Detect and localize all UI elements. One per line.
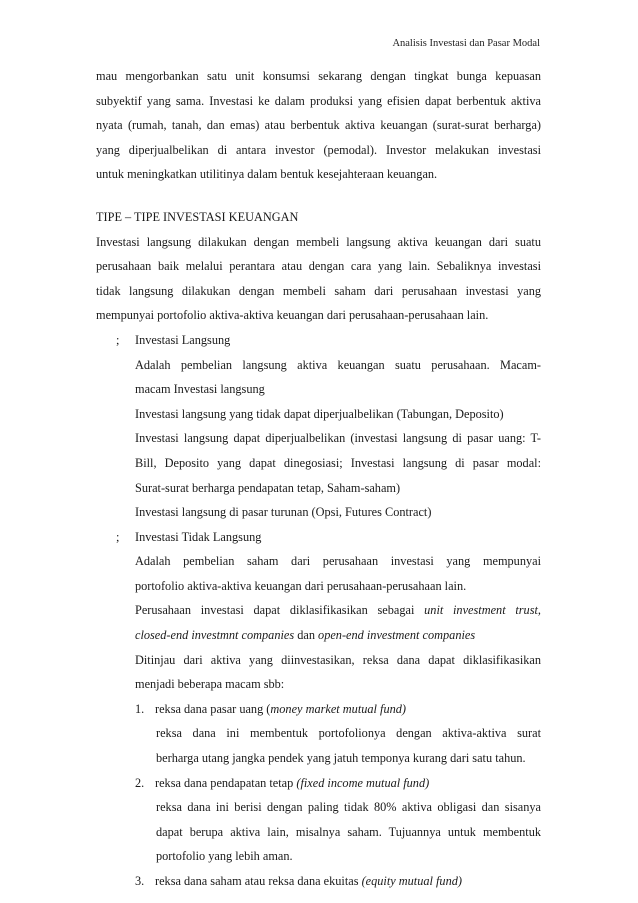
page-content — [96, 64, 541, 894]
list-item-desc: reksa dana ini membentuk portofolionya dengan aktiva-aktiva surat — [156, 726, 541, 741]
bullet-line: Investasi langsung di pasar turunan (Opsi, Futures Contract) — [135, 505, 432, 520]
text-segment: dan — [294, 628, 319, 643]
bullet-line — [96, 623, 541, 648]
emphasis-text: (fixed income mutual fund) — [296, 775, 430, 790]
emphasis-text: open-end investment companies — [318, 628, 476, 643]
list-item-desc: dapat berupa aktiva lain, misalnya saham. Tujuannya untuk membentuk — [156, 824, 541, 839]
intro-paragraph — [96, 64, 541, 187]
bullet-line: Bill, Deposito yang dapat dinegosiasi; Investasi langsung di pasar modal: — [135, 455, 541, 470]
bullet-line: Adalah pembelian langsung aktiva keuangan suatu perusahaan. Macam- — [135, 357, 541, 372]
paragraph-line: untuk meningkatkan utilitinya dalam bentuk kesejahteraan keuangan. — [96, 167, 438, 182]
list-item-title — [96, 869, 541, 894]
bullet-line: Adalah pembelian saham dari perusahaan investasi yang mempunyai — [135, 554, 541, 569]
section-heading: TIPE – TIPE INVESTASI KEUANGAN — [96, 209, 299, 224]
emphasis-text: unit investment trust, — [424, 603, 541, 618]
bullet-item-investasi-tidak-langsung — [96, 525, 541, 550]
text-segment: Perusahaan investasi dapat diklasifikasikan sebagai — [135, 603, 425, 618]
section-paragraph — [96, 230, 541, 328]
bullet-line: menjadi beberapa macam sbb: — [135, 677, 285, 692]
emphasis-text: closed-end investmnt companies — [135, 628, 295, 643]
bullet-line: macam Investasi langsung — [135, 382, 265, 397]
paragraph-line: mau mengorbankan satu unit konsumsi sekarang dengan tingkat bunga kepuasan — [96, 69, 541, 83]
paragraph-line: Investasi langsung dilakukan dengan membeli langsung aktiva keuangan dari suatu — [96, 234, 541, 249]
list-item-desc: berharga utang jangka pendek yang jatuh temponya kurang dari satu tahun. — [156, 751, 526, 766]
list-number: 1. — [135, 701, 145, 716]
emphasis-text: money market mutual fund) — [270, 701, 406, 716]
bullet-line: Ditinjau dari aktiva yang diinvestasikan, reksa dana dapat diklasifikasikan — [135, 652, 541, 667]
bullet-line: Investasi langsung dapat diperjualbelikan (investasi langsung di pasar uang: T- — [135, 431, 541, 446]
paragraph-line: tidak langsung dilakukan dengan membeli saham dari perusahaan investasi yang — [96, 283, 541, 298]
list-number: 3. — [135, 874, 145, 888]
list-item-desc: portofolio yang lebih aman. — [156, 849, 293, 864]
list-item-desc: reksa dana ini berisi dengan paling tidak 80% aktiva obligasi dan sisanya — [156, 800, 541, 815]
paragraph-line: mempunyai portofolio aktiva-aktiva keuangan dari perusahaan-perusahaan lain. — [96, 308, 489, 323]
text-segment: reksa dana saham atau reksa dana ekuitas — [155, 874, 362, 888]
bullet-line: Investasi langsung yang tidak dapat diperjualbelikan (Tabungan, Deposito) — [135, 406, 504, 421]
list-number: 2. — [135, 775, 145, 790]
bullet-marker: ; — [116, 332, 120, 347]
paragraph-line: perusahaan baik melalui perantara atau dengan cara yang lain. Sebaliknya investasi — [96, 259, 541, 274]
list-item-title — [96, 697, 541, 722]
list-item-title — [96, 771, 541, 796]
paragraph-line: subyektif yang sama. Investasi ke dalam produksi yang efisien dapat berbentuk aktiva — [96, 93, 541, 108]
bullet-line — [96, 598, 541, 623]
bullet-title: Investasi Tidak Langsung — [135, 529, 262, 544]
text-segment: reksa dana pasar uang ( — [155, 701, 271, 716]
paragraph-line: nyata (rumah, tanah, dan emas) atau berbentuk aktiva keuangan (surat-surat berharga) — [96, 118, 541, 133]
bullet-line: Surat-surat berharga pendapatan tetap, Saham-saham) — [135, 480, 401, 495]
paragraph-line: yang diperjualbelikan di antara investor (pemodal). Investor melakukan investasi — [96, 142, 541, 157]
running-header: Analisis Investasi dan Pasar Modal — [392, 38, 540, 49]
emphasis-text: (equity mutual fund) — [361, 874, 462, 888]
bullet-line: portofolio aktiva-aktiva keuangan dari perusahaan-perusahaan lain. — [135, 578, 467, 593]
bullet-title: Investasi Langsung — [135, 332, 231, 347]
bullet-marker: ; — [116, 529, 120, 544]
text-segment: reksa dana pendapatan tetap — [155, 775, 297, 790]
bullet-item-investasi-langsung — [96, 328, 541, 353]
